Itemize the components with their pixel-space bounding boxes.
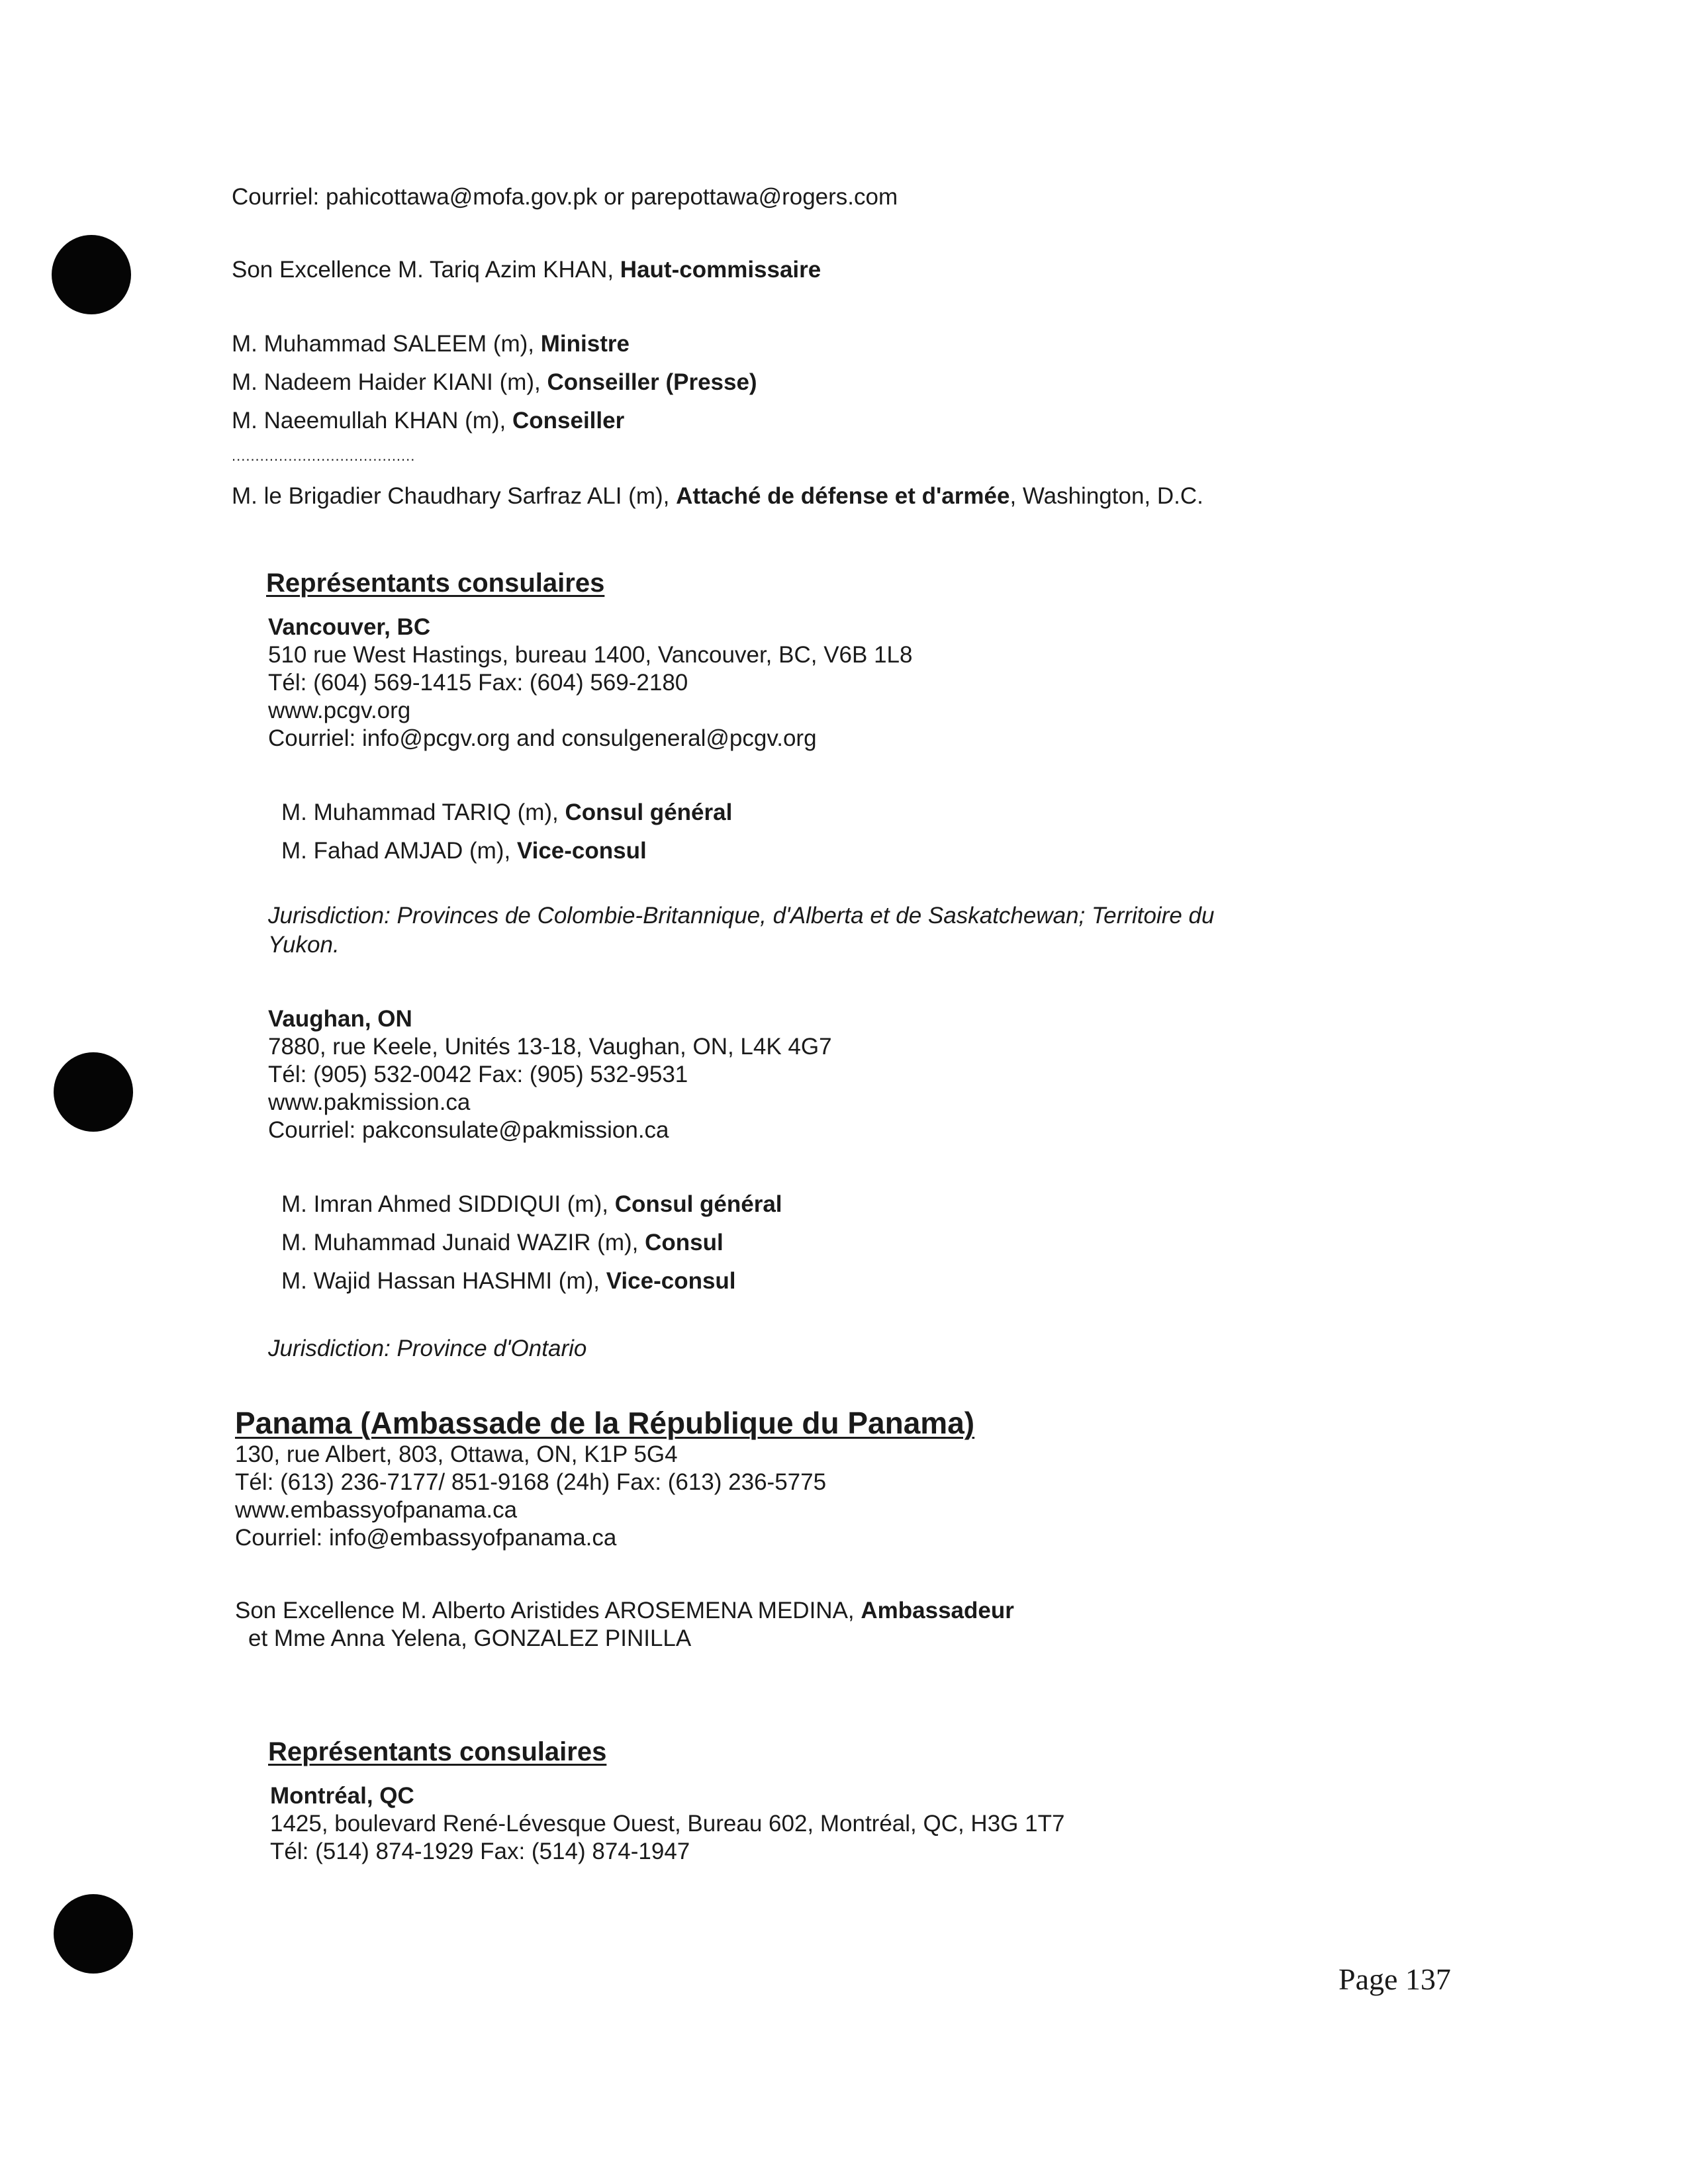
binder-hole-top [52,235,131,314]
vaughan-staff-2: M. Muhammad Junaid WAZIR (m), Consul [281,1230,724,1255]
vaughan-jurisdiction: Jurisdiction: Province d'Ontario [268,1336,587,1361]
binder-hole-bottom [54,1894,133,1974]
separator-dots: ....................................... [232,447,416,464]
panama-website: www.embassyofpanama.ca [235,1497,518,1523]
vaughan-address: 7880, rue Keele, Unités 13-18, Vaughan, ON, L4K 4G7 [268,1034,832,1060]
vaughan-city: Vaughan, ON [268,1006,412,1032]
vaughan-website: www.pakmission.ca [268,1089,471,1115]
montreal-phone: Tél: (514) 874-1929 Fax: (514) 874-1947 [270,1839,690,1864]
vaughan-staff-3: M. Wajid Hassan HASHMI (m), Vice-consul [281,1268,736,1294]
vancouver-phone: Tél: (604) 569-1415 Fax: (604) 569-2180 [268,670,688,696]
vancouver-staff-1: M. Muhammad TARIQ (m), Consul général [281,799,733,825]
panama-email: Courriel: info@embassyofpanama.ca [235,1525,617,1551]
panama-phone: Tél: (613) 236-7177/ 851-9168 (24h) Fax: (613) 236-5775 [235,1469,827,1495]
vancouver-city: Vancouver, BC [268,614,431,640]
panama-address: 130, rue Albert, 803, Ottawa, ON, K1P 5G4 [235,1441,678,1467]
pakistan-staff-1: M. Muhammad SALEEM (m), Ministre [232,331,630,357]
vaughan-email: Courriel: pakconsulate@pakmission.ca [268,1117,669,1143]
vancouver-jurisdiction-line-2: Yukon. [268,932,340,958]
panama-spouse: et Mme Anna Yelena, GONZALEZ PINILLA [248,1625,692,1651]
pakistan-staff-3: M. Naeemullah KHAN (m), Conseiller [232,408,625,433]
panama-head-of-mission: Son Excellence M. Alberto Aristides AROSEMENA MEDINA, Ambassadeur [235,1598,1014,1623]
consular-heading-pakistan: Représentants consulaires [266,569,605,598]
montreal-city: Montréal, QC [270,1783,414,1809]
pakistan-head-of-mission: Son Excellence M. Tariq Azim KHAN, Haut-commissaire [232,257,821,283]
vaughan-phone: Tél: (905) 532-0042 Fax: (905) 532-9531 [268,1062,688,1087]
panama-heading: Panama (Ambassade de la République du Panama) [235,1406,975,1440]
vancouver-address: 510 rue West Hastings, bureau 1400, Vancouver, BC, V6B 1L8 [268,642,913,668]
consular-heading-panama: Représentants consulaires [268,1737,607,1766]
vancouver-email: Courriel: info@pcgv.org and consulgeneral@pcgv.org [268,725,817,751]
vancouver-jurisdiction-line-1: Jurisdiction: Provinces de Colombie-Britannique, d'Alberta et de Saskatchewan; Territoire du [268,903,1215,929]
pakistan-staff-2: M. Nadeem Haider KIANI (m), Conseiller (Presse) [232,369,757,395]
vaughan-staff-1: M. Imran Ahmed SIDDIQUI (m), Consul général [281,1191,782,1217]
pakistan-attache: M. le Brigadier Chaudhary Sarfraz ALI (m), Attaché de défense et d'armée, Washington, D.C. [232,483,1203,509]
pakistan-email: Courriel: pahicottawa@mofa.gov.pk or parepottawa@rogers.com [232,184,898,210]
page-number: Page 137 [1338,1962,1451,1996]
binder-hole-middle [54,1052,133,1132]
vancouver-staff-2: M. Fahad AMJAD (m), Vice-consul [281,838,647,864]
vancouver-website: www.pcgv.org [268,698,411,723]
montreal-address: 1425, boulevard René-Lévesque Ouest, Bureau 602, Montréal, QC, H3G 1T7 [270,1811,1065,1837]
